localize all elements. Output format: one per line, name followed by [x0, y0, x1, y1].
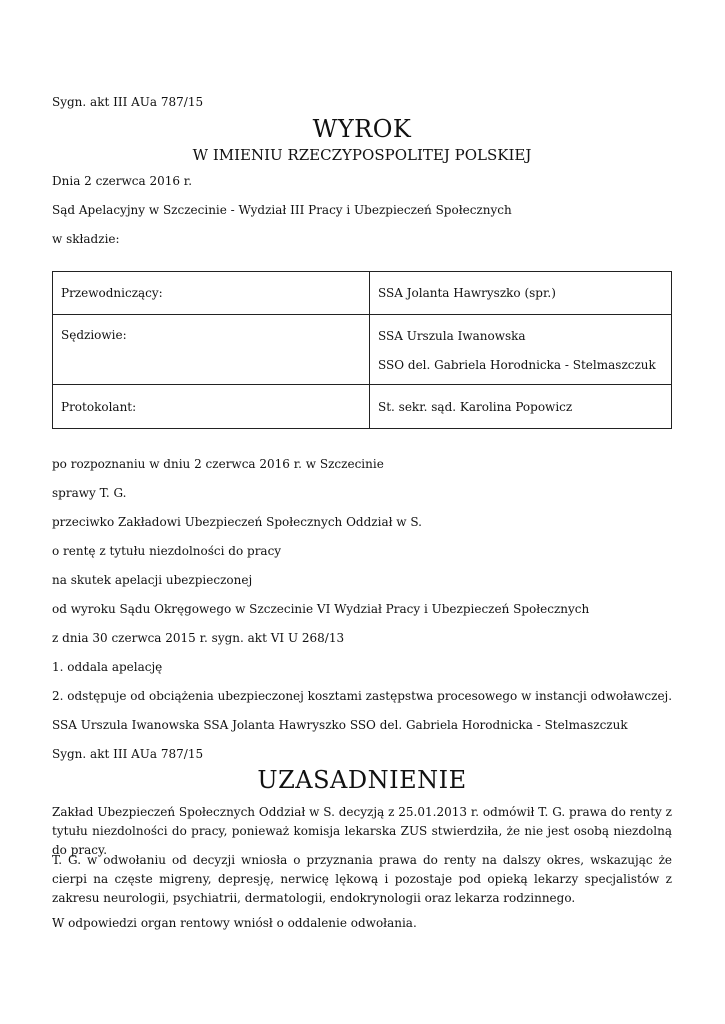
body-line: z dnia 30 czerwca 2015 r. sygn. akt VI U 268/13 [52, 631, 345, 645]
judges-signatures: SSA Urszula Iwanowska SSA Jolanta Hawryszko SSO del. Gabriela Horodnicka - Stelmaszczuk [52, 718, 628, 732]
case-signature-bottom: Sygn. akt III AUa 787/15 [52, 747, 204, 761]
presiding-label: Przewodniczący: [53, 272, 370, 315]
judgment-subtitle: W IMIENIU RZECZYPOSPOLITEJ POLSKIEJ [192, 146, 532, 164]
ruling-item-2: 2. odstępuje od obciążenia ubezpieczonej kosztami zastępstwa procesowego w instancji odwoławczej. [52, 689, 673, 703]
ruling-item-1: 1. oddala apelację [52, 660, 163, 674]
judge-1: SSA Urszula Iwanowska [378, 329, 526, 343]
body-line: o rentę z tytułu niezdolności do pracy [52, 544, 282, 558]
paragraph: W odpowiedzi organ rentowy wniósł o oddalenie odwołania. [52, 916, 417, 930]
table-row [53, 272, 672, 315]
body-line: od wyroku Sądu Okręgowego w Szczecinie VI Wydział Pracy i Ubezpieczeń Społecznych [52, 602, 590, 616]
body-line: sprawy T. G. [52, 486, 127, 500]
date-line: Dnia 2 czerwca 2016 r. [52, 174, 193, 188]
court-line: Sąd Apelacyjny w Szczecinie - Wydział III Pracy i Ubezpieczeń Społecznych [52, 203, 512, 217]
paragraph: Zakład Ubezpieczeń Społecznych Oddział w S. decyzją z 25.01.2013 r. odmówił T. G. prawa do renty z tytułu niezdolności do pracy, ponieważ komisja lekarska ZUS stwierdziła, że nie jest osobą niezdolną do pracy. [52, 805, 672, 857]
judges-value [370, 315, 672, 385]
composition-label: w składzie: [52, 232, 120, 246]
table-row [53, 315, 672, 385]
paragraph: T. G. w odwołaniu od decyzji wniosła o przyznania prawa do renty na dalszy okres, wskazując że cierpi na częste migreny, depresję, nerwicę lękową i pozostaje pod opieką lekarzy specjalistów z zakresu neurologii, psychiatrii, dermatologii, endokrynologii oraz lekarza rodzinnego. [52, 853, 672, 905]
judge-2: SSO del. Gabriela Horodnicka - Stelmaszczuk [378, 358, 656, 372]
judgment-title: WYROK [312, 115, 412, 143]
composition-table [52, 271, 672, 429]
justification-title: UZASADNIENIE [257, 766, 467, 794]
body-line: przeciwko Zakładowi Ubezpieczeń Społecznych Oddział w S. [52, 515, 422, 529]
presiding-value: SSA Jolanta Hawryszko (spr.) [370, 272, 672, 315]
judges-label: Sędziowie: [53, 315, 370, 385]
body-line: po rozpoznaniu w dniu 2 czerwca 2016 r. w Szczecinie [52, 457, 384, 471]
clerk-label: Protokolant: [53, 385, 370, 429]
clerk-value: St. sekr. sąd. Karolina Popowicz [370, 385, 672, 429]
case-signature-top: Sygn. akt III AUa 787/15 [52, 95, 204, 109]
body-line: na skutek apelacji ubezpieczonej [52, 573, 253, 587]
table-row [53, 385, 672, 429]
